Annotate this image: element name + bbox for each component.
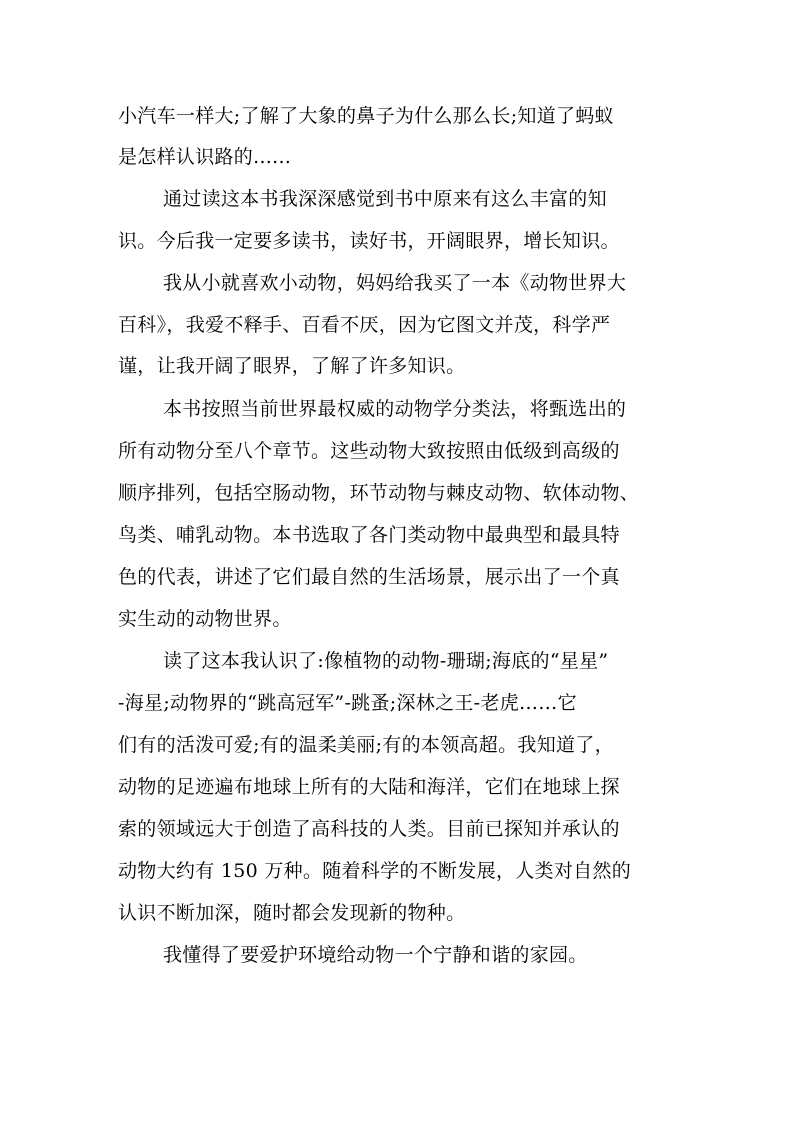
text-line: 是怎样认识路的......: [118, 146, 292, 168]
text-line: 鸟类、哺乳动物。本书选取了各门类动物中最典型和最具特: [118, 524, 620, 546]
paragraph-first-line: 我从小就喜欢小动物，妈妈给我买了一本《动物世界大: [163, 272, 627, 294]
text-line: 动物大约有 150 万种。随着科学的不断发展，人类对自然的: [118, 860, 632, 882]
text-line: 认识不断加深，随时都会发现新的物种。: [118, 902, 466, 924]
text-line: 索的领域远大于创造了高科技的人类。目前已探知并承认的: [118, 818, 620, 840]
paragraph-first-line: 我懂得了要爱护环境给动物一个宁静和谐的家园。: [163, 944, 588, 966]
paragraph-first-line: 通过读这本书我深深感觉到书中原来有这么丰富的知: [163, 188, 607, 210]
paragraph-first-line: 读了这本我认识了:像植物的动物-珊瑚;海底的“星星”: [163, 650, 609, 672]
text-line: 谨，让我开阔了眼界，了解了许多知识。: [118, 355, 466, 377]
text-line: 所有动物分至八个章节。这些动物大致按照由低级到高级的: [118, 440, 620, 462]
text-line: 色的代表，讲述了它们最自然的生活场景，展示出了一个真: [118, 566, 620, 588]
text-line: 百科》，我爱不释手、百看不厌，因为它图文并茂，科学严: [118, 314, 611, 336]
text-line: 顺序排列，包括空肠动物，环节动物与棘皮动物、软体动物、: [118, 482, 640, 504]
text-line: 们有的活泼可爱;有的温柔美丽;有的本领高超。我知道了，: [118, 734, 614, 756]
text-line: 实生动的动物世界。: [118, 608, 292, 630]
text-line: -海星;动物界的“跳高冠军”-跳蚤;深林之王-老虎……它: [118, 692, 577, 714]
text-line: 识。今后我一定要多读书，读好书，开阔眼界，增长知识。: [118, 230, 620, 252]
paragraph-first-line: 本书按照当前世界最权威的动物学分类法，将甄选出的: [163, 398, 627, 420]
text-line: 动物的足迹遍布地球上所有的大陆和海洋，它们在地球上探: [118, 776, 620, 798]
text-line: 小汽车一样大;了解了大象的鼻子为什么那么长;知道了蚂蚁: [118, 105, 614, 127]
